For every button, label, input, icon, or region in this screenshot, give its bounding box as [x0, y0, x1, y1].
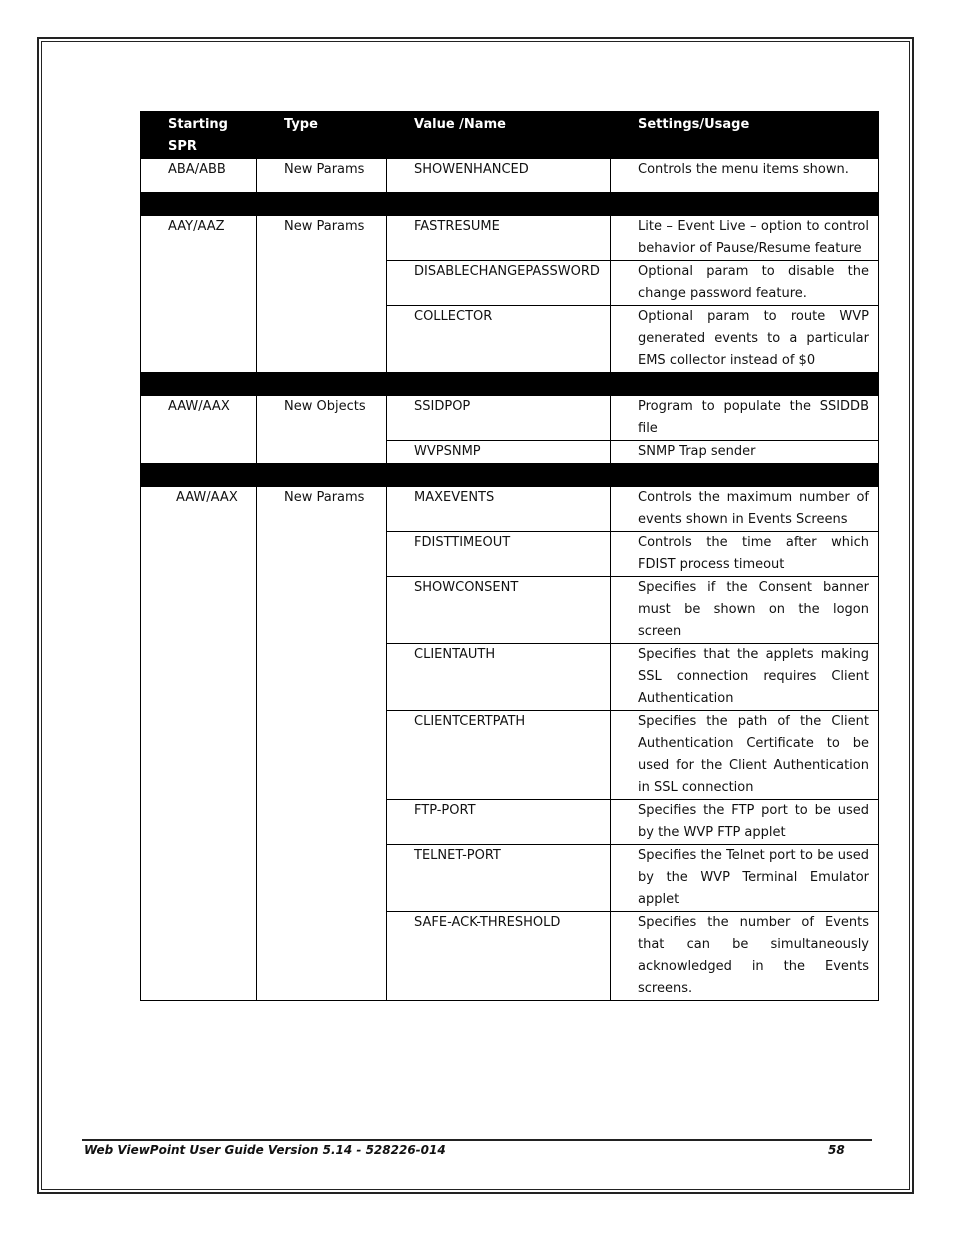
usage-cell: Controls the maximum number of events shown in Events Screens: [611, 487, 879, 532]
param-name-cell: CLIENTCERTPATH: [387, 711, 611, 800]
section-separator: [141, 193, 879, 216]
spr-cell: AAY/AAZ: [141, 216, 257, 373]
table-row: [141, 159, 879, 193]
footer-title: Web ViewPoint User Guide Version 5.14 - 528226-014: [84, 1143, 446, 1157]
param-name-cell: FTP-PORT: [387, 800, 611, 845]
type-cell: New Params: [257, 159, 387, 193]
param-name-cell: WVPSNMP: [387, 441, 611, 464]
usage-cell: Optional param to route WVP generated events to a particular EMS collector instead of $0: [611, 306, 879, 373]
header-type: Type: [257, 112, 387, 159]
param-name-cell: COLLECTOR: [387, 306, 611, 373]
type-cell: New Objects: [257, 396, 387, 464]
spr-cell: ABA/ABB: [141, 159, 257, 193]
table-row: [141, 487, 879, 532]
type-cell: New Params: [257, 487, 387, 1001]
usage-cell: Specifies the FTP port to be used by the WVP FTP applet: [611, 800, 879, 845]
header-starting-spr: Starting SPR: [141, 112, 257, 159]
param-name-cell: CLIENTAUTH: [387, 644, 611, 711]
spr-table: [140, 111, 879, 1001]
usage-cell: Specifies that the applets making SSL connection requires Client Authentication: [611, 644, 879, 711]
param-name-cell: SSIDPOP: [387, 396, 611, 441]
footer-rule: [82, 1139, 872, 1141]
type-cell: New Params: [257, 216, 387, 373]
usage-cell: Lite – Event Live – option to control behavior of Pause/Resume feature: [611, 216, 879, 261]
header-settings-usage: Settings/Usage: [611, 112, 879, 159]
table-row: [141, 396, 879, 441]
usage-cell: Controls the time after which FDIST process timeout: [611, 532, 879, 577]
spr-cell: AAW/AAX: [141, 487, 257, 1001]
usage-cell: Program to populate the SSIDDB file: [611, 396, 879, 441]
param-name-cell: FASTRESUME: [387, 216, 611, 261]
param-name-cell: SAFE-ACK-THRESHOLD: [387, 912, 611, 1001]
usage-cell: Specifies the number of Events that can be simultaneously acknowledged in the Events screens.: [611, 912, 879, 1001]
param-name-cell: SHOWENHANCED: [387, 159, 611, 193]
page-number: 58: [828, 1143, 845, 1157]
header-value-name: Value /Name: [387, 112, 611, 159]
usage-cell: Specifies the Telnet port to be used by the WVP Terminal Emulator applet: [611, 845, 879, 912]
usage-cell: Controls the menu items shown.: [611, 159, 879, 193]
param-name-cell: DISABLECHANGEPASSWORD: [387, 261, 611, 306]
usage-cell: Optional param to disable the change password feature.: [611, 261, 879, 306]
param-name-cell: SHOWCONSENT: [387, 577, 611, 644]
usage-cell: Specifies if the Consent banner must be shown on the logon screen: [611, 577, 879, 644]
param-name-cell: TELNET-PORT: [387, 845, 611, 912]
spr-cell: AAW/AAX: [141, 396, 257, 464]
section-separator: [141, 464, 879, 487]
usage-cell: Specifies the path of the Client Authentication Certificate to be used for the Client Authentication in SSL connection: [611, 711, 879, 800]
usage-cell: SNMP Trap sender: [611, 441, 879, 464]
param-name-cell: MAXEVENTS: [387, 487, 611, 532]
param-name-cell: FDISTTIMEOUT: [387, 532, 611, 577]
table-row: [141, 216, 879, 261]
section-separator: [141, 373, 879, 396]
table-header-row: [141, 112, 879, 159]
